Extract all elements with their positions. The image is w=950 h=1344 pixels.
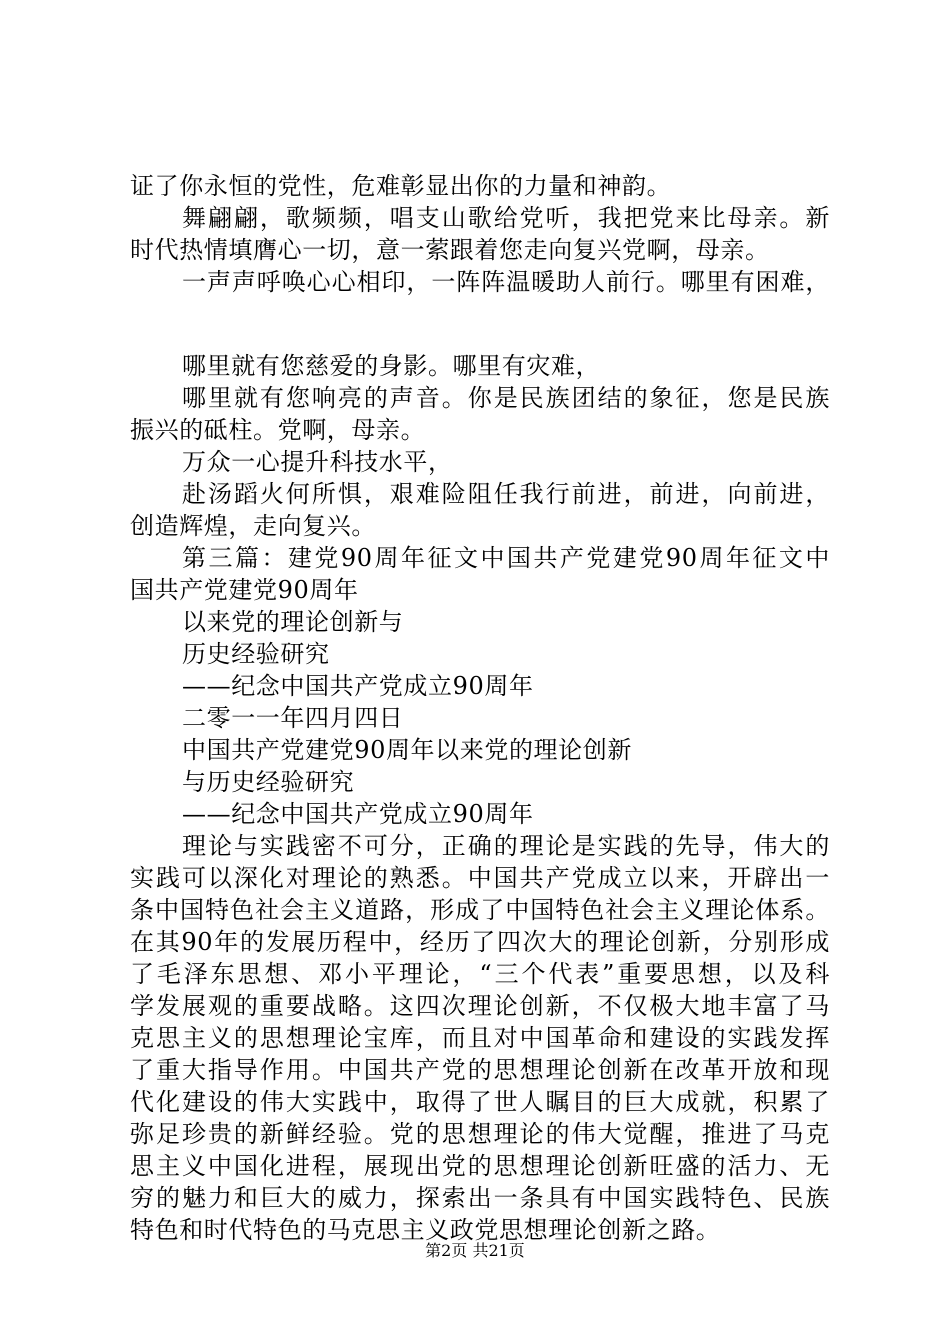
text-line: 学发展观的重要战略。这四次理论创新，不仅极大地丰富了马 xyxy=(130,992,830,1020)
text-line: 哪里就有您慈爱的身影。哪里有灾难， xyxy=(182,352,601,380)
text-line: 创造辉煌，走向复兴。 xyxy=(130,512,376,540)
text-line: 万众一心提升科技水平， xyxy=(182,448,453,476)
subtitle-line: ——纪念中国共产党成立90周年 xyxy=(182,800,534,828)
section-heading: 第三篇：建党90周年征文中国共产党建党90周年征文中 xyxy=(182,544,830,572)
text-line: 一声声呼唤心心相印，一阵阵温暖助人前行。哪里有困难， xyxy=(182,268,830,296)
text-line: 中国共产党建党90周年以来党的理论创新 xyxy=(182,736,632,764)
date-line: 二零一一年四月四日 xyxy=(182,704,404,732)
text-line: 赴汤蹈火何所惧，艰难险阻任我行前进，前进，向前进， xyxy=(182,480,830,508)
text-line: 证了你永恒的党性，危难彰显出你的力量和神韵。 xyxy=(130,172,672,200)
text-line: 了重大指导作用。中国共产党的思想理论创新在改革开放和现 xyxy=(130,1056,830,1084)
text-line: 特色和时代特色的马克思主义政党思想理论创新之路。 xyxy=(130,1216,721,1244)
text-line: 穷的魅力和巨大的威力，探索出一条具有中国实践特色、民族 xyxy=(130,1184,830,1212)
text-line: 哪里就有您响亮的声音。你是民族团结的象征，您是民族 xyxy=(182,384,830,412)
text-line: 时代热情填膺心一切，意一萦跟着您走向复兴党啊，母亲。 xyxy=(130,236,770,264)
paragraph-gap xyxy=(130,298,830,350)
text-line: 历史经验研究 xyxy=(182,640,330,668)
text-line: 实践可以深化对理论的熟悉。中国共产党成立以来，开辟出一 xyxy=(130,864,830,892)
document-body xyxy=(130,170,830,1246)
subtitle-line: ——纪念中国共产党成立90周年 xyxy=(182,672,534,700)
section-heading: 国共产党建党90周年 xyxy=(130,576,359,604)
text-line: 理论与实践密不可分，正确的理论是实践的先导，伟大的 xyxy=(182,832,830,860)
text-line: 了毛泽东思想、邓小平理论，“三个代表”重要思想，以及科 xyxy=(130,960,830,988)
text-line: 舞翩翩，歌频频，唱支山歌给党听，我把党来比母亲。新 xyxy=(182,204,830,232)
text-line: 条中国特色社会主义道路，形成了中国特色社会主义理论体系。 xyxy=(130,896,830,924)
text-line: 在其90年的发展历程中，经历了四次大的理论创新，分别形成 xyxy=(130,928,830,956)
text-line: 弥足珍贵的新鲜经验。党的思想理论的伟大觉醒，推进了马克 xyxy=(130,1120,830,1148)
text-line: 与历史经验研究 xyxy=(182,768,355,796)
text-line: 克思主义的思想理论宝库，而且对中国革命和建设的实践发挥 xyxy=(130,1024,830,1052)
text-line: 以来党的理论创新与 xyxy=(182,608,404,636)
text-line: 思主义中国化进程，展现出党的思想理论创新旺盛的活力、无 xyxy=(130,1152,830,1180)
page-footer: 第2页 共21页 xyxy=(425,1241,525,1260)
text-line: 振兴的砥柱。党啊，母亲。 xyxy=(130,416,426,444)
text-line: 代化建设的伟大实践中，取得了世人瞩目的巨大成就，积累了 xyxy=(130,1088,830,1116)
